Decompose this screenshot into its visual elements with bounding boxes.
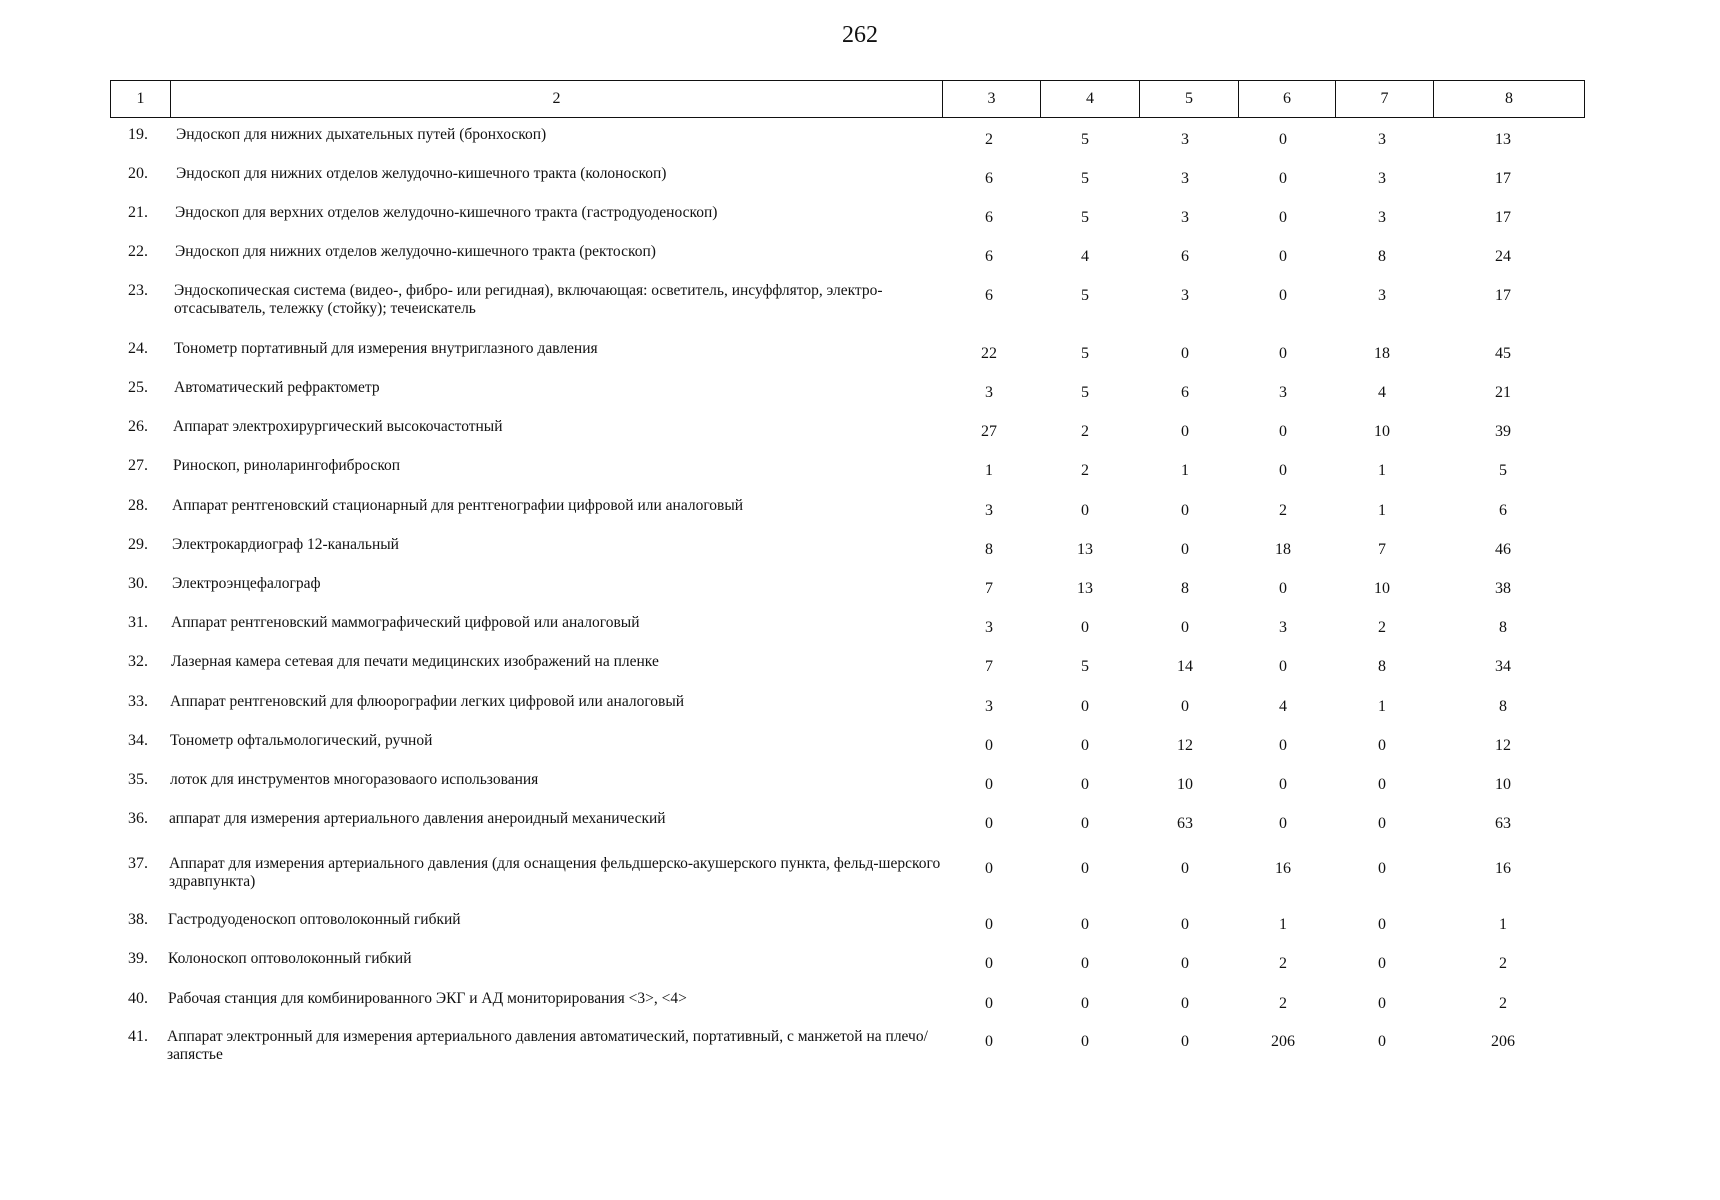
value-column-6: 0 (1279, 170, 1287, 187)
value-column-6: 2 (1279, 502, 1287, 519)
row-number: 37. (128, 855, 148, 872)
equipment-name: лоток для инструментов многоразоваого использования (170, 771, 539, 788)
row-number: 35. (128, 771, 148, 788)
value-column-3: 22 (981, 345, 997, 362)
value-column-4: 0 (1081, 698, 1089, 715)
row-number: 26. (128, 418, 148, 435)
value-column-3: 0 (985, 815, 993, 832)
value-column-6: 18 (1275, 541, 1291, 558)
value-column-6: 2 (1279, 955, 1287, 972)
equipment-name: Аппарат рентгеновский для флюорографии легких цифровой или аналоговый (170, 693, 685, 710)
value-column-8: 10 (1495, 776, 1511, 793)
row-number: 38. (128, 911, 148, 928)
value-column-4: 4 (1081, 248, 1089, 265)
column-header-7: 7 (1335, 80, 1434, 118)
value-column-3: 6 (985, 209, 993, 226)
value-column-7: 8 (1378, 248, 1386, 265)
value-column-6: 0 (1279, 345, 1287, 362)
row-number: 32. (128, 653, 148, 670)
value-column-6: 0 (1279, 248, 1287, 265)
value-column-8: 206 (1491, 1033, 1515, 1050)
value-column-8: 5 (1499, 462, 1507, 479)
value-column-5: 1 (1181, 462, 1189, 479)
value-column-6: 0 (1279, 423, 1287, 440)
equipment-name: Аппарат рентгеновский маммографический цифровой или аналоговый (171, 614, 640, 631)
row-number: 27. (128, 457, 148, 474)
value-column-4: 5 (1081, 131, 1089, 148)
value-column-5: 10 (1177, 776, 1193, 793)
value-column-4: 2 (1081, 462, 1089, 479)
row-number: 23. (128, 282, 148, 299)
value-column-7: 7 (1378, 541, 1386, 558)
column-header-2: 2 (170, 80, 943, 118)
value-column-4: 0 (1081, 737, 1089, 754)
value-column-7: 0 (1378, 916, 1386, 933)
value-column-8: 8 (1499, 619, 1507, 636)
value-column-8: 24 (1495, 248, 1511, 265)
value-column-5: 3 (1181, 131, 1189, 148)
value-column-8: 17 (1495, 170, 1511, 187)
value-column-4: 0 (1081, 502, 1089, 519)
value-column-3: 3 (985, 502, 993, 519)
value-column-4: 13 (1077, 541, 1093, 558)
equipment-name: Тонометр портативный для измерения внутриглазного давления (174, 340, 598, 357)
column-header-5: 5 (1139, 80, 1239, 118)
value-column-4: 5 (1081, 287, 1089, 304)
equipment-name: Аппарат рентгеновский стационарный для рентгенографии цифровой или аналоговый (172, 497, 744, 514)
value-column-4: 0 (1081, 776, 1089, 793)
value-column-3: 0 (985, 1033, 993, 1050)
value-column-3: 3 (985, 698, 993, 715)
row-number: 40. (128, 990, 148, 1007)
value-column-3: 0 (985, 916, 993, 933)
value-column-3: 6 (985, 287, 993, 304)
value-column-3: 8 (985, 541, 993, 558)
value-column-7: 8 (1378, 658, 1386, 675)
value-column-7: 0 (1378, 1033, 1386, 1050)
value-column-3: 0 (985, 776, 993, 793)
value-column-3: 7 (985, 580, 993, 597)
value-column-5: 0 (1181, 619, 1189, 636)
value-column-8: 45 (1495, 345, 1511, 362)
value-column-7: 10 (1374, 423, 1390, 440)
value-column-4: 0 (1081, 815, 1089, 832)
column-header-6: 6 (1238, 80, 1336, 118)
value-column-5: 0 (1181, 955, 1189, 972)
value-column-6: 0 (1279, 776, 1287, 793)
value-column-8: 6 (1499, 502, 1507, 519)
value-column-3: 6 (985, 248, 993, 265)
value-column-8: 17 (1495, 209, 1511, 226)
value-column-6: 0 (1279, 287, 1287, 304)
value-column-8: 13 (1495, 131, 1511, 148)
value-column-4: 5 (1081, 384, 1089, 401)
value-column-3: 0 (985, 737, 993, 754)
value-column-5: 0 (1181, 698, 1189, 715)
value-column-4: 5 (1081, 345, 1089, 362)
value-column-7: 3 (1378, 287, 1386, 304)
equipment-name: Автоматический рефрактометр (174, 379, 380, 396)
value-column-8: 2 (1499, 995, 1507, 1012)
equipment-name: Риноскоп, риноларингофиброскоп (173, 457, 401, 474)
value-column-5: 6 (1181, 384, 1189, 401)
value-column-7: 1 (1378, 502, 1386, 519)
row-number: 39. (128, 950, 148, 967)
value-column-8: 12 (1495, 737, 1511, 754)
value-column-5: 0 (1181, 1033, 1189, 1050)
value-column-8: 34 (1495, 658, 1511, 675)
equipment-name: Колоноскоп оптоволоконный гибкий (168, 950, 412, 967)
value-column-5: 0 (1181, 860, 1189, 877)
equipment-name: Тонометр офтальмологический, ручной (170, 732, 433, 749)
value-column-6: 3 (1279, 384, 1287, 401)
value-column-4: 5 (1081, 170, 1089, 187)
value-column-3: 2 (985, 131, 993, 148)
value-column-8: 17 (1495, 287, 1511, 304)
page-number: 262 (842, 22, 878, 48)
value-column-8: 46 (1495, 541, 1511, 558)
value-column-6: 206 (1271, 1033, 1295, 1050)
row-number: 41. (128, 1028, 148, 1045)
value-column-4: 2 (1081, 423, 1089, 440)
value-column-6: 0 (1279, 462, 1287, 479)
value-column-8: 2 (1499, 955, 1507, 972)
equipment-name: Эндоскоп для нижних отделов желудочно-кишечного тракта (колоноскоп) (176, 165, 667, 182)
equipment-name: Электроэнцефалограф (172, 575, 321, 592)
equipment-name: Аппарат электронный для измерения артериального давления автоматический, портативный, с манжетой на плечо/запястье (167, 1028, 928, 1063)
value-column-7: 2 (1378, 619, 1386, 636)
equipment-name: Гастродуоденоскоп оптоволоконный гибкий (168, 911, 461, 928)
value-column-7: 3 (1378, 209, 1386, 226)
value-column-6: 1 (1279, 916, 1287, 933)
value-column-6: 0 (1279, 580, 1287, 597)
row-number: 30. (128, 575, 148, 592)
value-column-8: 63 (1495, 815, 1511, 832)
value-column-8: 21 (1495, 384, 1511, 401)
value-column-4: 0 (1081, 995, 1089, 1012)
equipment-name: Эндоскоп для верхних отделов желудочно-кишечного тракта (гастродуоденоскоп) (175, 204, 718, 221)
value-column-6: 0 (1279, 737, 1287, 754)
value-column-5: 3 (1181, 209, 1189, 226)
value-column-7: 3 (1378, 170, 1386, 187)
value-column-4: 0 (1081, 916, 1089, 933)
value-column-6: 4 (1279, 698, 1287, 715)
value-column-5: 63 (1177, 815, 1193, 832)
value-column-8: 38 (1495, 580, 1511, 597)
equipment-name: Лазерная камера сетевая для печати медицинских изображений на пленке (171, 653, 659, 670)
value-column-7: 0 (1378, 860, 1386, 877)
value-column-3: 3 (985, 619, 993, 636)
value-column-4: 13 (1077, 580, 1093, 597)
value-column-7: 0 (1378, 737, 1386, 754)
value-column-4: 0 (1081, 955, 1089, 972)
value-column-5: 0 (1181, 423, 1189, 440)
row-number: 29. (128, 536, 148, 553)
value-column-5: 12 (1177, 737, 1193, 754)
value-column-5: 0 (1181, 995, 1189, 1012)
value-column-8: 16 (1495, 860, 1511, 877)
value-column-3: 3 (985, 384, 993, 401)
value-column-5: 0 (1181, 345, 1189, 362)
equipment-name: Эндоскопическая система (видео-, фибро- или регидная), включающая: осветитель, инсуффлятор, электро-отсасыватель, тележку (стойку); течеискатель (174, 282, 883, 317)
value-column-3: 27 (981, 423, 997, 440)
value-column-3: 0 (985, 955, 993, 972)
value-column-6: 0 (1279, 131, 1287, 148)
equipment-name: Электрокардиограф 12-канальный (172, 536, 399, 553)
value-column-3: 0 (985, 860, 993, 877)
value-column-6: 16 (1275, 860, 1291, 877)
value-column-5: 8 (1181, 580, 1189, 597)
equipment-name: аппарат для измерения артериального давления анероидный механический (169, 810, 666, 827)
row-number: 36. (128, 810, 148, 827)
value-column-7: 0 (1378, 776, 1386, 793)
value-column-7: 1 (1378, 462, 1386, 479)
column-header-1: 1 (110, 80, 171, 118)
equipment-name: Эндоскоп для нижних дыхательных путей (бронхоскоп) (176, 126, 547, 143)
value-column-5: 6 (1181, 248, 1189, 265)
value-column-8: 39 (1495, 423, 1511, 440)
column-header-4: 4 (1040, 80, 1140, 118)
value-column-7: 0 (1378, 815, 1386, 832)
value-column-8: 8 (1499, 698, 1507, 715)
value-column-5: 14 (1177, 658, 1193, 675)
value-column-5: 3 (1181, 170, 1189, 187)
value-column-8: 1 (1499, 916, 1507, 933)
value-column-5: 0 (1181, 916, 1189, 933)
value-column-4: 0 (1081, 860, 1089, 877)
row-number: 21. (128, 204, 148, 221)
value-column-5: 0 (1181, 502, 1189, 519)
column-header-3: 3 (942, 80, 1041, 118)
value-column-7: 1 (1378, 698, 1386, 715)
equipment-name: Рабочая станция для комбинированного ЭКГ и АД мониторирования <3>, <4> (168, 990, 687, 1007)
value-column-5: 3 (1181, 287, 1189, 304)
value-column-4: 0 (1081, 1033, 1089, 1050)
value-column-7: 18 (1374, 345, 1390, 362)
value-column-4: 5 (1081, 658, 1089, 675)
value-column-6: 0 (1279, 815, 1287, 832)
value-column-7: 0 (1378, 955, 1386, 972)
row-number: 22. (128, 243, 148, 260)
value-column-3: 6 (985, 170, 993, 187)
row-number: 34. (128, 732, 148, 749)
row-number: 24. (128, 340, 148, 357)
equipment-name: Эндоскоп для нижних отделов желудочно-кишечного тракта (ректоскоп) (175, 243, 656, 260)
row-number: 19. (128, 126, 148, 143)
value-column-6: 0 (1279, 658, 1287, 675)
value-column-6: 2 (1279, 995, 1287, 1012)
value-column-4: 0 (1081, 619, 1089, 636)
row-number: 25. (128, 379, 148, 396)
value-column-3: 0 (985, 995, 993, 1012)
value-column-6: 0 (1279, 209, 1287, 226)
value-column-7: 3 (1378, 131, 1386, 148)
value-column-6: 3 (1279, 619, 1287, 636)
value-column-7: 10 (1374, 580, 1390, 597)
row-number: 33. (128, 693, 148, 710)
equipment-name: Аппарат электрохирургический высокочастотный (173, 418, 503, 435)
row-number: 28. (128, 497, 148, 514)
row-number: 20. (128, 165, 148, 182)
row-number: 31. (128, 614, 148, 631)
value-column-3: 7 (985, 658, 993, 675)
column-header-8: 8 (1433, 80, 1585, 118)
equipment-name: Аппарат для измерения артериального давления (для оснащения фельдшерско-акушерского пункта, фельд-шерского здравпункта) (169, 855, 941, 890)
value-column-7: 0 (1378, 995, 1386, 1012)
value-column-5: 0 (1181, 541, 1189, 558)
value-column-4: 5 (1081, 209, 1089, 226)
value-column-3: 1 (985, 462, 993, 479)
value-column-7: 4 (1378, 384, 1386, 401)
